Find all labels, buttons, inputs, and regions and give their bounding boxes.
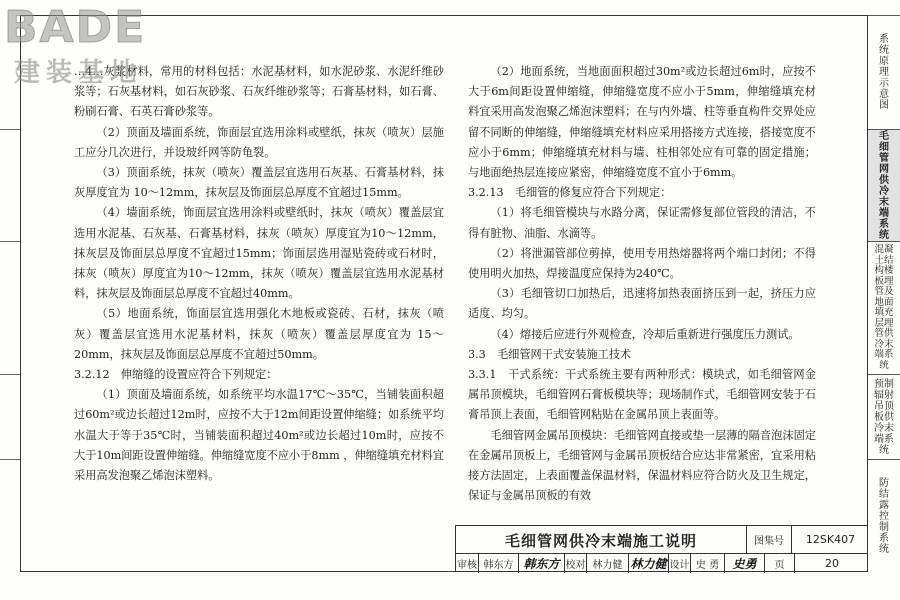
atlas-label: 图集号 xyxy=(746,526,791,553)
signature-text: 史勇 xyxy=(732,557,757,571)
sheet-title: 毛细管网供冷末端施工说明 xyxy=(504,531,697,550)
review-label: 审核 xyxy=(457,560,477,571)
clause-heading: 3.2.13 毛细管的修复应符合下列规定： xyxy=(468,186,672,200)
paragraph: （4）熔接后应进行外观检查，冷却后重新进行强度压力测试。 xyxy=(490,327,800,341)
paragraph: （2）顶面及墙面系统，饰面层宜选用涂料或壁纸，抹灰（喷灰）层施工应分几次进行，并设玻纤网等防龟裂。 xyxy=(74,125,444,159)
checker-signature xyxy=(628,554,668,573)
tab-anti-condensation[interactable] xyxy=(868,460,900,572)
tab-label: 防结露控制系统 xyxy=(879,477,889,555)
designer-signature xyxy=(724,554,764,573)
paragraph: （3）毛细管切口加热后，迅速将加热表面挤压到一起，挤压力应适度、均匀。 xyxy=(468,287,816,321)
tab-system-principle[interactable] xyxy=(868,15,900,130)
tab-capillary-network[interactable] xyxy=(868,130,900,242)
reviewer-name: 韩东方 xyxy=(478,554,518,573)
signature-text: 林力健 xyxy=(630,557,667,571)
left-stub-tabs xyxy=(0,15,20,572)
clause-heading: 3.2.12 伸缩缝的设置应符合下列规定： xyxy=(74,368,278,382)
paragraph: （1）将毛细管模块与水路分离，保证需修复部位管段的清洁，不得有脏物、油脂、水滴等。 xyxy=(468,206,816,240)
paragraph: （3）顶面系统，抹灰（喷灰）覆盖层宜选用石灰基、石膏基材料，抹灰厚度宜为 10～12mm，抹灰层及饰面层总厚度不宜超过15mm。 xyxy=(74,166,444,200)
signature-row xyxy=(456,554,868,573)
tab-label: 系统原理示意图 xyxy=(879,34,889,111)
paragraph: （5）地面系统，饰面层宜选用强化木地板或瓷砖、石材，抹灰（喷灰）覆盖层宜选用水泥基材料，抹灰（喷灰）覆盖层厚度宜为 15～20mm，抹灰层及饰面层总厚度不宜超过50mm。 xyxy=(74,307,444,361)
tab-label: 毛细管网供冷末端系统 xyxy=(879,130,889,241)
paragraph: （2）地面系统，当地面面积超过30m²或边长超过6m时，应按不大于6m间距设置伸缩缝，伸缩缝宽度不应小于5mm，伸缩缝填充材料宜采用高发泡聚乙烯泡沫塑料；在与内外墙、柱等垂直构件交界处应留不同断的伸缩缝，伸缩缝填充材料应采用搭接方式连接，搭接宽度不应小于6mm；伸缩缝填充材料与墙、柱相邻处应有可靠的固定措施；与地面绝热层连接应紧密，伸缩缝宽度不宜小于6mm。 xyxy=(468,65,816,180)
paragraph: …4…灰浆材料，常用的材料包括：水泥基材料，如水泥砂浆、水泥纤维砂浆等；石灰基材料，如石灰砂浆、石灰纤维砂浆等；石膏基材料，如石膏、粉刷石膏、石英石膏砂浆等。 xyxy=(74,65,444,119)
watermark-brand: BADE xyxy=(4,2,147,53)
paragraph: （1）顶面及墙面系统，如系统平均水温17℃～35℃，当铺装面积超过60m²或边长超过12m时，应按不大于12m间距设置伸缩缝；如系统平均水温大于等于35℃时，当铺装面积超过40m²或边长超过10m时，应按不大于10m间距设置伸缩缝。伸缩缝宽度不应小于8mm ，伸缩缝填充材料宜采用高发泡聚乙烯泡沫塑料。 xyxy=(74,388,444,483)
left-stub-cell xyxy=(0,242,20,375)
right-text-column xyxy=(468,62,816,506)
paragraph: （2）将泄漏管部位剪掉，使用专用热熔器将两个端口封闭；不得使用明火加热，焊接温度应保持为240℃。 xyxy=(468,246,816,281)
checker-name: 林力健 xyxy=(586,554,628,573)
title-row xyxy=(456,526,868,554)
section-tabs xyxy=(868,15,900,572)
design-label: 设计 xyxy=(668,554,690,573)
tab-label: 预制辐射吊顶板供冷末端系统 xyxy=(874,378,894,456)
clause-heading: 3.3.1 干式系统：干式系统主要有两种形式：模块式，如毛细管网金属吊顶模块，毛细管网石膏板模块等；现场制作式，毛细管网安装于石膏吊顶上表面，毛细管网粘贴在金属吊顶上表面等。 xyxy=(468,368,816,422)
check-label: 校对 xyxy=(564,554,586,573)
page-label: 页 xyxy=(764,554,794,573)
atlas-number: 12SK407 xyxy=(791,526,869,553)
title-block xyxy=(455,525,868,572)
page-number: 20 xyxy=(794,554,869,573)
tab-label: 混凝土结构楼板埋管及地面填充层埋管供冷末端系统 xyxy=(874,244,894,371)
designer-name: 史 勇 xyxy=(690,554,724,573)
paragraph: （4）墙面系统，饰面层宜选用涂料或壁纸时，抹灰（喷灰）覆盖层宜选用水泥基、石灰基、石膏基材料，抹灰（喷灰）厚度宜为10～12mm，抹灰层及饰面层总厚度不宜超过15mm；饰面层选用湿贴瓷砖或石材时，抹灰（喷灰）厚度宜为10～12mm，抹灰（喷灰）覆盖层宜选用水泥基材料，抹灰层及饰面层总厚度不宜超过40mm。 xyxy=(74,206,444,301)
paragraph: 毛细管网金属吊顶模块：毛细管网直接或垫一层薄的隔音泡沫固定在金属吊顶板上，毛细管网与金属吊顶板结合应达非常紧密，宜采用粘接方法固定，上表面覆盖保温材料，保温材料应符合防火及卫生规定，保证与金属吊顶板的有效 xyxy=(468,428,816,503)
signature-text: 韩东方 xyxy=(523,557,560,571)
left-stub-cell xyxy=(0,375,20,460)
left-text-column xyxy=(74,62,444,486)
reviewer-signature xyxy=(518,554,564,573)
left-stub-cell xyxy=(0,130,20,242)
left-stub-cell xyxy=(0,15,20,130)
tab-concrete-embedded[interactable] xyxy=(868,242,900,375)
watermark-brand-cn: 建装基地 xyxy=(14,58,143,88)
tab-radiant-ceiling[interactable] xyxy=(868,375,900,460)
section-heading: 3.3 毛细管网干式安装施工技术 xyxy=(468,347,632,361)
